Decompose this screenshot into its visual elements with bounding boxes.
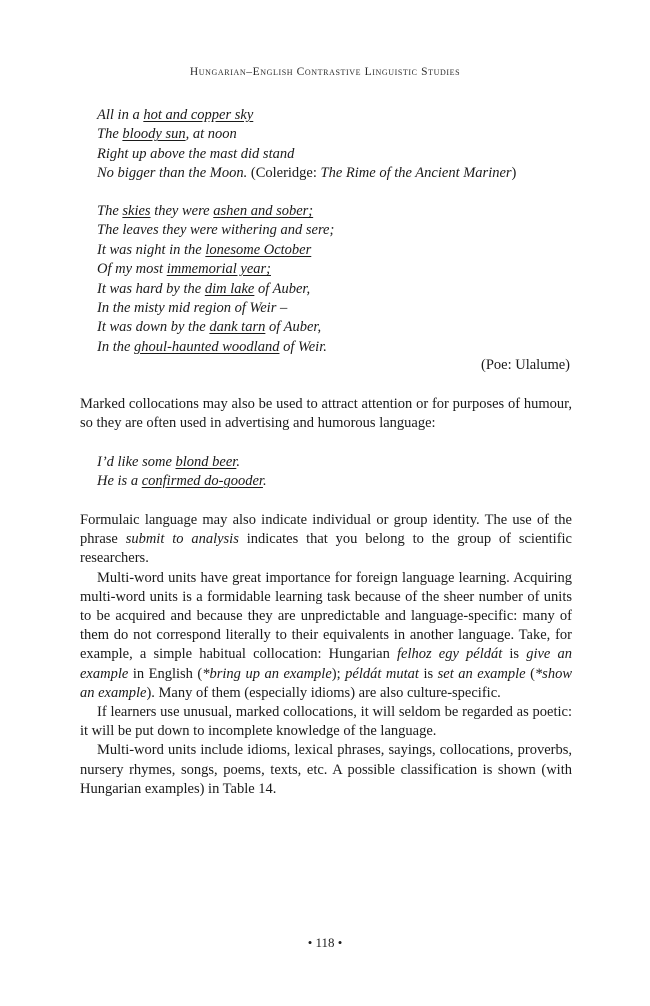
verse-text: The	[97, 126, 123, 143]
verse-text: Of my most	[97, 261, 167, 278]
citation-text: (Coleridge:	[247, 165, 321, 182]
paragraph-text: Marked collocations may also be used to attract attention or for purposes of humour, so they are often used in advertising and humorous language:	[80, 396, 572, 432]
verse-line	[97, 260, 334, 279]
verse-text: The leaves they were withering and sere;	[97, 222, 335, 239]
verse-line	[97, 241, 334, 260]
italic-phrase: példát mutat	[345, 665, 419, 682]
body-text	[80, 511, 572, 799]
poe-quote	[97, 202, 334, 357]
verse-text: of Auber,	[265, 319, 322, 336]
verse-line	[97, 338, 334, 357]
paragraph-classification: Multi-word units include idioms, lexical phrases, sayings, collocations, proverbs, nursery rhymes, songs, poems, texts, etc. A possible classification is shown (with Hungarian examples) in Table 14.	[80, 742, 572, 797]
marked-collocation: confirmed do-gooder	[141, 473, 263, 490]
paragraph-text: (	[525, 665, 535, 682]
verse-line	[97, 202, 334, 221]
paragraph-learners: If learners use unusual, marked collocations, it will seldom be regarded as poetic: it will be put down to incomplete knowledge of the language.	[80, 704, 572, 740]
verse-text: In the misty mid region of Weir –	[97, 300, 288, 317]
marked-collocation: dim lake	[204, 280, 255, 297]
example-line	[97, 472, 267, 491]
citation-title: The Rime of the Ancient Mariner	[320, 165, 512, 182]
marked-collocation: ashen and sober;	[213, 203, 314, 219]
italic-phrase: give an example	[80, 646, 572, 682]
verse-line	[97, 318, 334, 337]
verse-text: In the	[97, 338, 135, 355]
marked-collocation: immemorial year;	[166, 261, 271, 278]
page-number: • 118 •	[307, 935, 343, 950]
verse-text: of Auber,	[254, 280, 311, 297]
paragraph-text: ). Many of them (especially idioms) are also culture-specific.	[146, 684, 501, 701]
paragraph-text: in English (	[128, 665, 203, 682]
verse-text: I’d like some	[97, 454, 176, 470]
marked-collocation: blond beer	[175, 454, 237, 470]
verse-line	[97, 145, 516, 164]
marked-collocation: lonesome October	[205, 241, 312, 258]
verse-text: .	[236, 454, 240, 470]
verse-line	[97, 221, 334, 240]
humour-examples	[97, 453, 267, 492]
italic-phrase: felhoz egy példát	[397, 646, 503, 663]
verse-line	[97, 280, 334, 299]
verse-text: The	[97, 203, 123, 219]
coleridge-quote	[97, 106, 516, 184]
verse-line	[97, 106, 516, 125]
paragraph-text: is	[502, 646, 527, 663]
verse-line	[97, 125, 516, 144]
verse-text: they were	[150, 203, 214, 219]
verse-text: .	[262, 473, 267, 490]
verse-text: Right up above the mast did stand	[97, 145, 295, 162]
paragraph-formulaic	[80, 511, 572, 569]
paragraph-text: Multi-word units have great importance for foreign language learning. Acquiring multi-word units is a formidable learning task because of the sheer number of units to be acquired and because they are unpredictable and language-specific: many of them do not correspond literally to their equivalents in another language. Take, for example, a simple habitual collocation: Hungarian	[80, 569, 572, 663]
marked-collocation: dank tarn	[209, 319, 266, 336]
paragraph-text: );	[331, 665, 346, 682]
marked-collocation: ghoul-haunted woodland	[134, 338, 280, 355]
marked-collocation: bloody sun	[122, 126, 186, 143]
paragraph-text: is	[418, 665, 438, 682]
verse-text: No bigger than the Moon.	[97, 165, 248, 182]
verse-text: , at noon	[185, 126, 237, 143]
paragraph-text: indicates that you belong to the group of scientific researchers.	[80, 531, 572, 567]
verse-text: It was night in the	[97, 241, 206, 258]
verse-text: It was down by the	[97, 319, 210, 336]
verse-line	[97, 164, 516, 183]
paragraph-text: Formulaic language may also indicate individual or group identity. The use of the phrase	[80, 512, 572, 548]
running-head: Hungarian–English Contrastive Linguistic Studies	[189, 66, 461, 78]
paragraph-multiword	[80, 569, 572, 703]
paragraph-marked-collocations	[80, 395, 572, 433]
verse-text: It was hard by the	[97, 280, 205, 297]
italic-phrase: *show an example	[80, 665, 572, 701]
verse-text: of Weir.	[279, 338, 327, 355]
example-line	[97, 453, 267, 472]
citation-text: )	[511, 165, 517, 182]
marked-collocation: skies	[122, 203, 151, 219]
marked-collocation: hot and copper sky	[143, 107, 254, 123]
poe-citation: (Poe: Ulalume)	[481, 357, 570, 373]
italic-phrase: set an example	[437, 665, 526, 682]
italic-phrase: *bring up an example	[202, 665, 332, 682]
verse-text: He is a	[97, 473, 142, 490]
italic-phrase: submit to analysis	[125, 531, 239, 548]
verse-line	[97, 299, 334, 318]
verse-text: All in a	[97, 107, 144, 123]
